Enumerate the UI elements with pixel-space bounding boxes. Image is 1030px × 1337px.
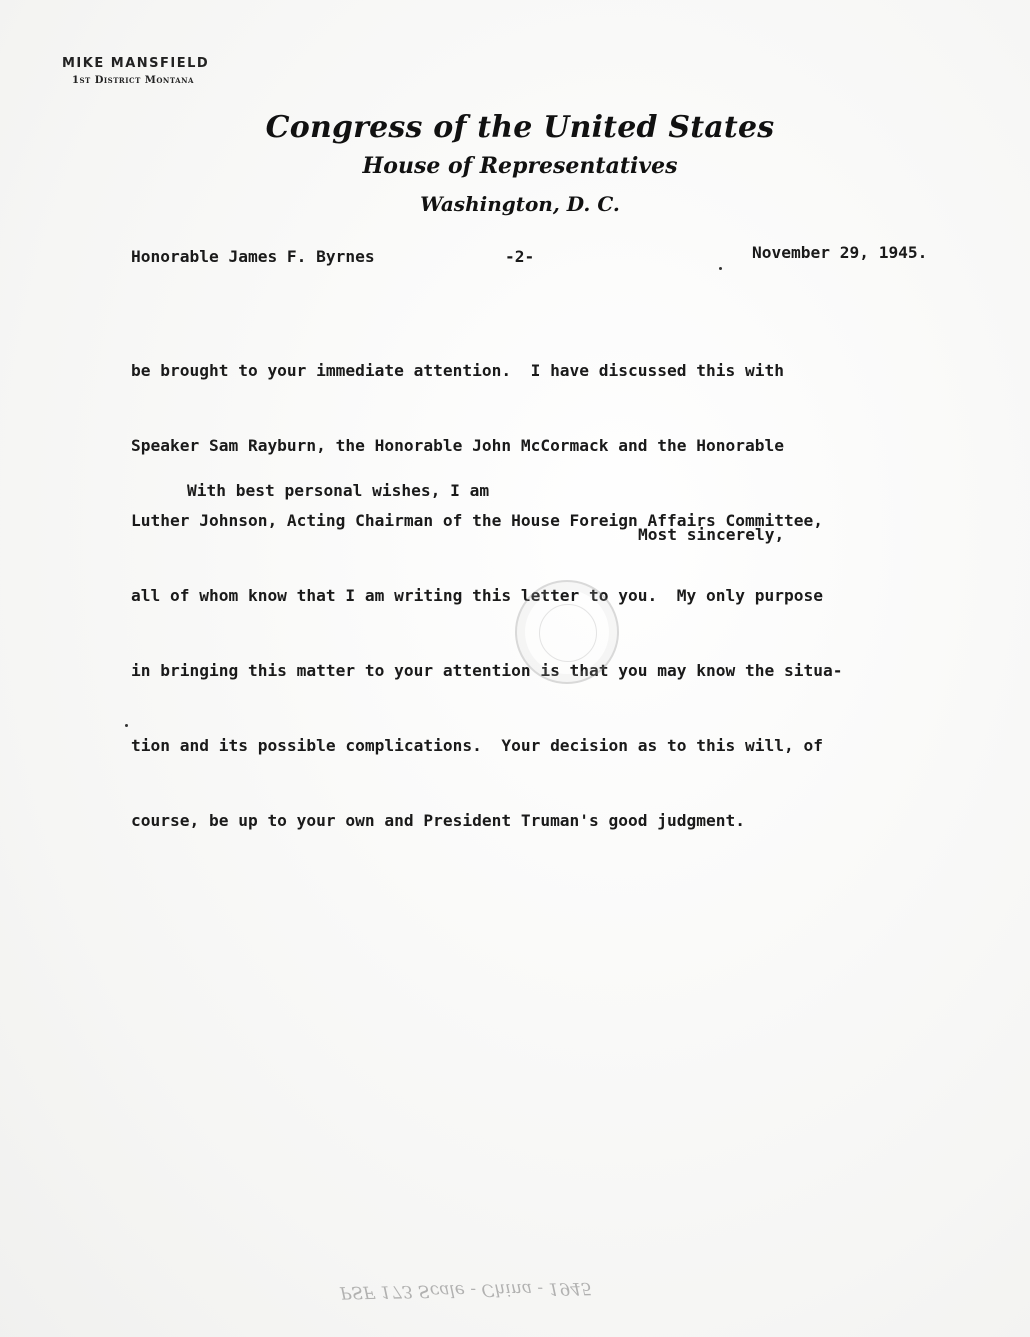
addressee: Honorable James F. Byrnes — [131, 247, 375, 266]
body-line: tion and its possible complications. Your decision as to this will, of — [131, 736, 823, 755]
letterhead-city: Washington, D. C. — [420, 192, 620, 216]
body-line: be brought to your immediate attention. I have discussed this with — [131, 361, 784, 380]
body-line: course, be up to your own and President Truman's good judgment. — [131, 811, 745, 830]
stamp-inner-ring — [539, 604, 597, 662]
letterhead-house: House of Representatives — [362, 153, 678, 179]
closing-signoff: Most sincerely, — [638, 525, 785, 544]
closing-wishes: With best personal wishes, I am — [187, 481, 490, 500]
body-line: Speaker Sam Rayburn, the Honorable John McCormack and the Honorable — [131, 436, 784, 455]
received-stamp — [515, 580, 619, 684]
letter-body — [131, 308, 842, 883]
ink-dot — [125, 724, 128, 727]
body-line: all of whom know that I am writing this letter to you. My only purpose — [131, 586, 823, 605]
archival-note: PSF 173 Scale - China - 1945 — [339, 1277, 592, 1303]
ink-dot — [719, 267, 722, 270]
sender-district: 1st District Montana — [72, 75, 194, 86]
body-line: Luther Johnson, Acting Chairman of the House Foreign Affairs Committee, — [131, 511, 823, 530]
letterhead-congress: Congress of the United States — [265, 110, 775, 145]
page-number: -2- — [505, 247, 535, 266]
sender-name: MIKE MANSFIELD — [62, 56, 210, 71]
body-line: in bringing this matter to your attention is that you may know the situa- — [131, 661, 843, 680]
letter-date: November 29, 1945. — [752, 243, 928, 262]
